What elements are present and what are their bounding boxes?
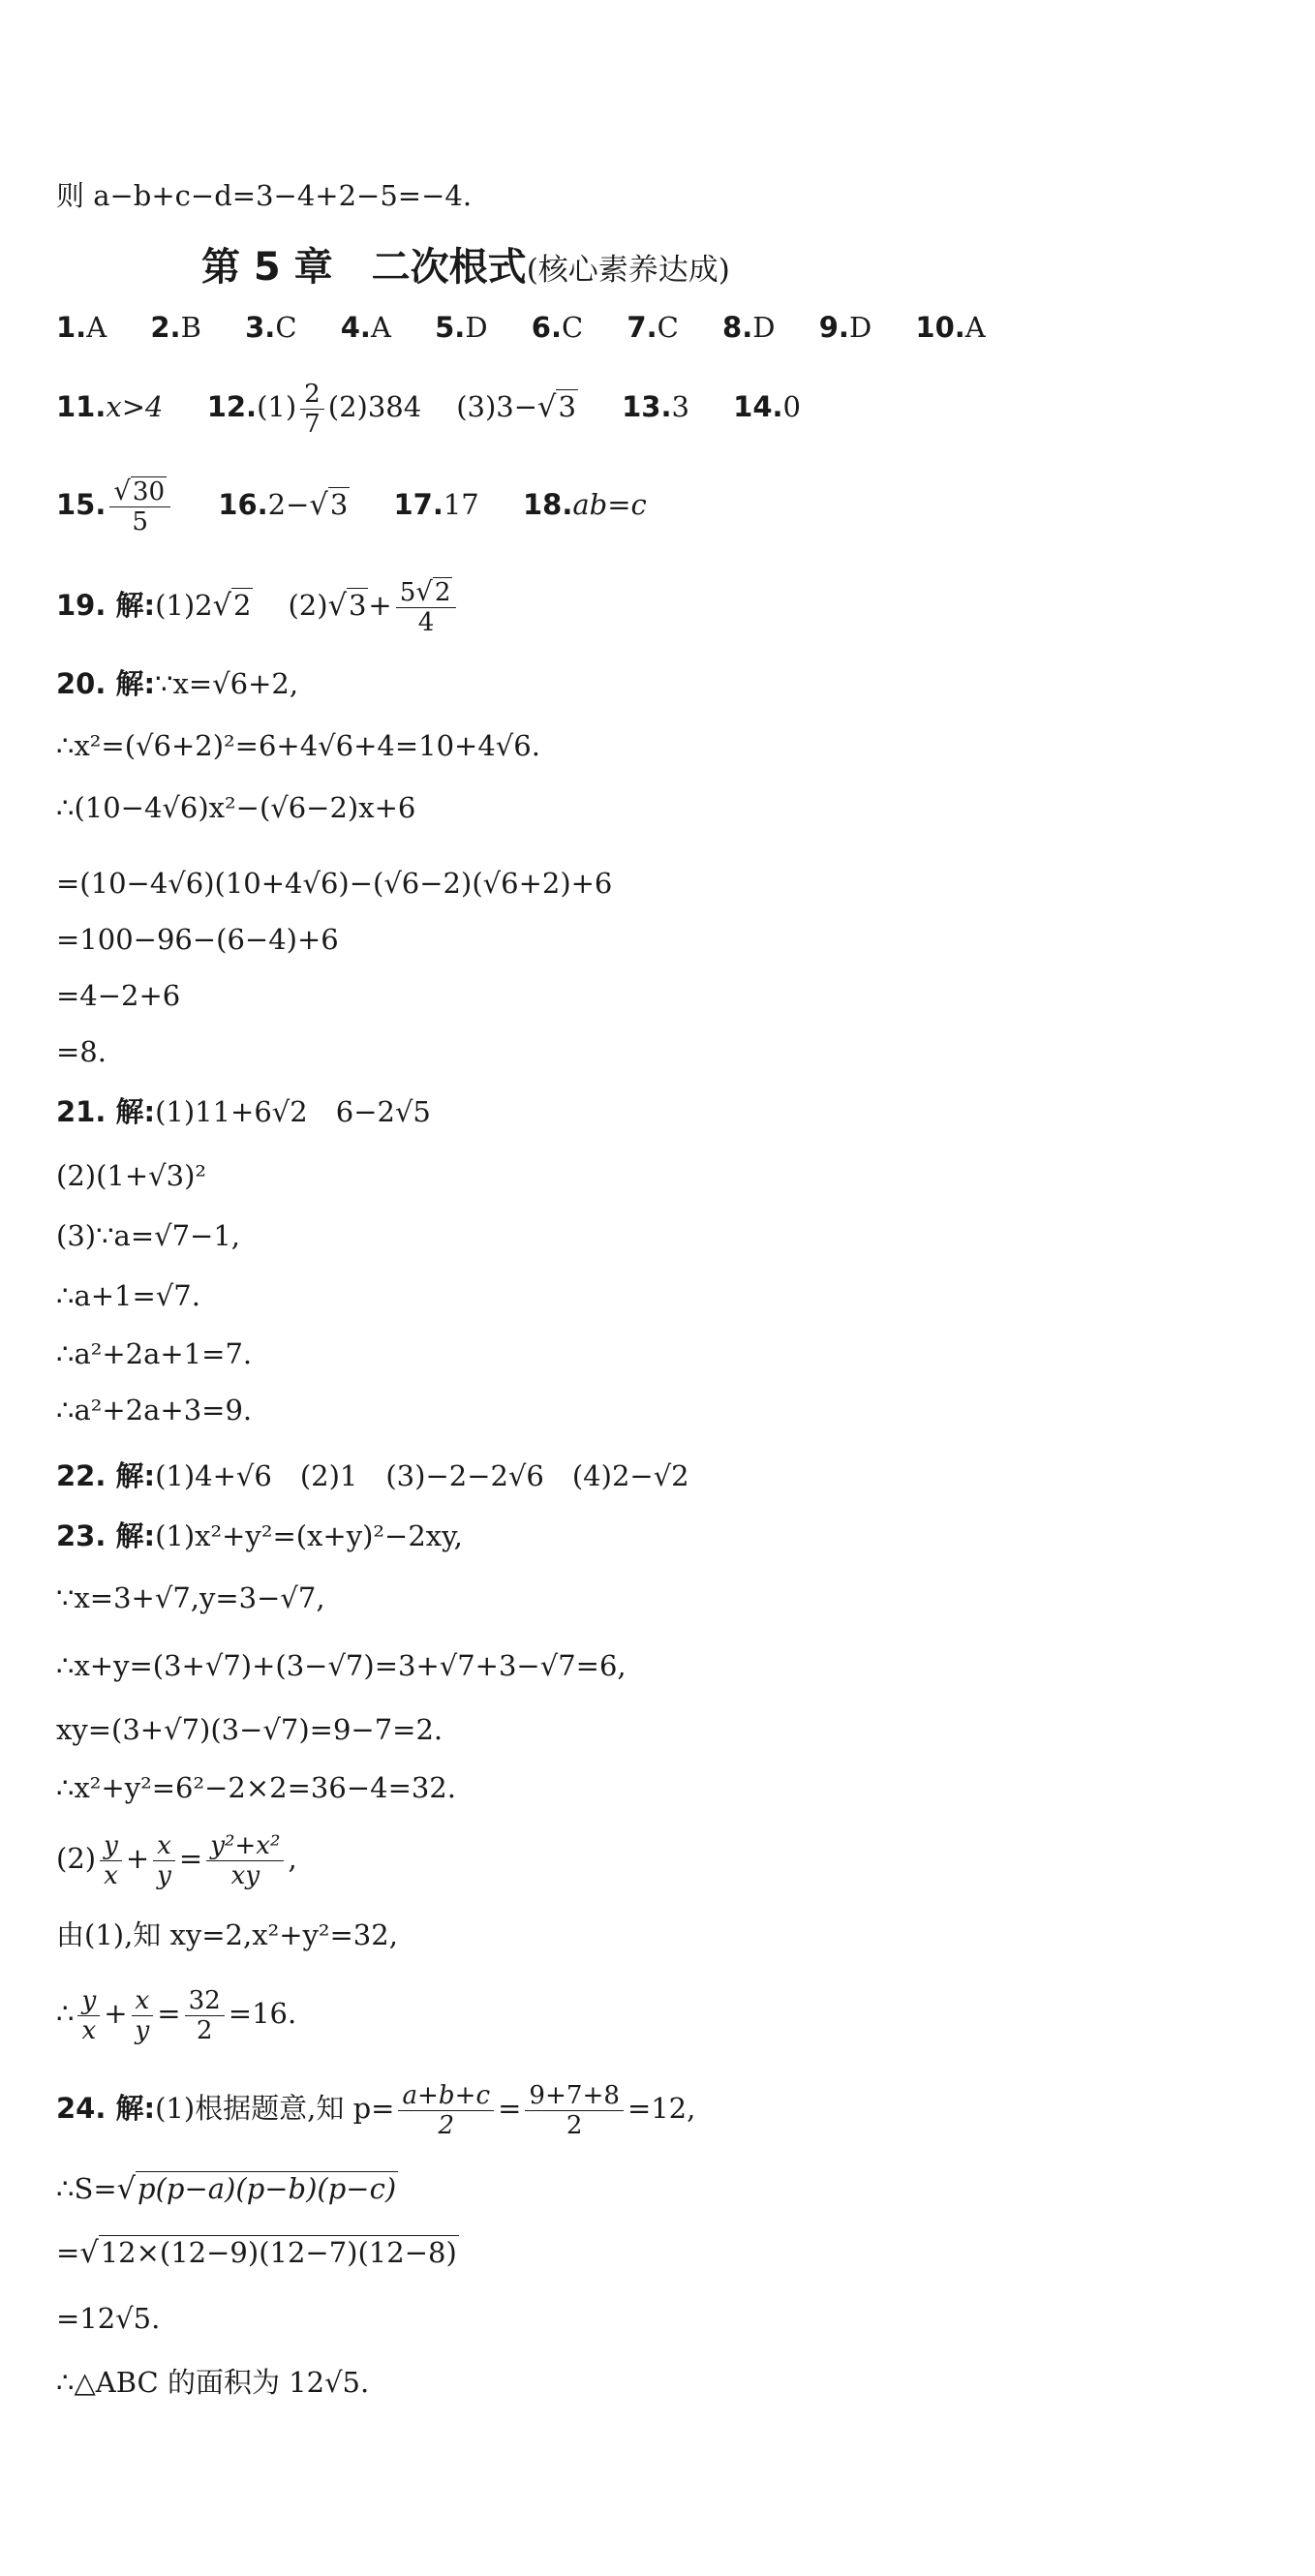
chapter-title — [201, 236, 730, 291]
sqrt: √3 — [309, 488, 349, 522]
answer-19: 19. 解:(1)2√2 (2)√3+ $\frac{5√2}{4}$ — [56, 573, 460, 638]
answer-16: 16.2−√3 — [218, 488, 349, 522]
answer-18: 18.ab=c — [522, 488, 647, 521]
answer-23-part2: (2) $\frac{y}{x}$ + $\frac{x}{y}$ = $\frac{\text{y²+x²}}{xy}$ , — [56, 1830, 297, 1890]
answer-20-line: ∴x²=(√6+2)²=6+4√6+4=10+4√6. — [56, 729, 540, 762]
answer-24-line: ∴S=√p(p−a)(p−b)(p−c) — [56, 2172, 397, 2206]
answer-21-line: ∴a²+2a+1=7. — [56, 1337, 253, 1370]
answer-23-line: ∵x=3+√7,y=3−√7, — [56, 1581, 325, 1614]
answer-23-line: 23. 解:(1)x²+y²=(x+y)²−2xy, — [56, 1519, 463, 1552]
fraction: $\frac{√30}{5}$ — [109, 476, 170, 537]
previous-answer-tail: 则 a−b+c−d=3−4+2−5=−4. — [56, 179, 473, 212]
answer-15: 15. $\frac{√30}{5}$ — [56, 488, 174, 521]
sqrt: √3 — [537, 390, 576, 424]
answer-item: 3.C — [245, 311, 297, 344]
answer-23-line: 由(1),知 xy=2,x²+y²=32, — [56, 1918, 398, 1951]
answer-24-line: 24. 解:(1)根据题意,知 p= $\frac{a+b+c}{2}$ = $\frac{9+7+8}{2}$ =12, — [56, 2080, 696, 2140]
answer-23-line: xy=(3+√7)(3−√7)=9−7=2. — [56, 1713, 443, 1746]
answer-item: 7.C — [627, 311, 679, 344]
answer-20-line: 20. 解:∵x=√6+2, — [56, 667, 299, 700]
answer-21-line: 21. 解:(1)11+6√2 6−2√5 — [56, 1095, 431, 1128]
answer-item: 6.C — [531, 311, 584, 344]
answer-21-line: (3)∵a=√7−1, — [56, 1219, 241, 1252]
answer-21-line: ∴a²+2a+3=9. — [56, 1394, 253, 1426]
answer-item: 4.A — [340, 311, 391, 344]
answer-20-line: ∴(10−4√6)x²−(√6−2)x+6 — [56, 791, 416, 824]
chapter-title-sub: (核心素养达成) — [526, 253, 730, 288]
answer-24-line: ∴△ABC 的面积为 12√5. — [56, 2366, 370, 2399]
answer-24-line: =12√5. — [56, 2302, 161, 2335]
chapter-title-main: 第 5 章 二次根式 — [201, 245, 527, 290]
answer-20-line: =4−2+6 — [56, 979, 181, 1012]
answer-20-line: =100−96−(6−4)+6 — [56, 923, 339, 956]
answer-14: 14.0 — [733, 390, 801, 423]
answers-row-3 — [56, 473, 647, 537]
answer-item: 9.D — [818, 311, 872, 344]
fraction: $\frac{5√2}{4}$ — [396, 577, 457, 638]
answer-20-line: =8. — [56, 1035, 107, 1068]
answer-item: 1.A — [56, 311, 107, 344]
answer-23-result: ∴ $\frac{y}{x}$ + $\frac{x}{y}$ = $\frac{32}{2}$ =16. — [56, 1985, 297, 2045]
answer-item: 10.A — [915, 311, 986, 344]
answer-13: 13.3 — [622, 390, 689, 423]
answer-item: 8.D — [722, 311, 776, 344]
answer-22: 22. 解:(1)4+√6 (2)1 (3)−2−2√6 (4)2−√2 — [56, 1459, 689, 1492]
answer-23-line: ∴x+y=(3+√7)+(3−√7)=3+√7+3−√7=6, — [56, 1649, 627, 1682]
answer-21-line: (2)(1+√3)² — [56, 1159, 207, 1192]
answer-21-line: ∴a+1=√7. — [56, 1279, 200, 1312]
answers-row-2 — [56, 378, 801, 439]
answer-item: 2.B — [150, 311, 201, 344]
answer-24-line: =√12×(12−9)(12−7)(12−8) — [56, 2236, 457, 2270]
answer-12: 12.(1) $\frac{2}{7}$ (2)384 (3)3−√3 — [206, 379, 576, 439]
answer-17: 17.17 — [393, 488, 479, 521]
answers-row-1 — [56, 308, 986, 347]
answer-11: 11.x>4 — [56, 390, 164, 423]
fraction: $\frac{2}{7}$ — [300, 380, 324, 439]
answer-20-line: =(10−4√6)(10+4√6)−(√6−2)(√6+2)+6 — [56, 867, 613, 900]
answer-23-line: ∴x²+y²=6²−2×2=36−4=32. — [56, 1771, 456, 1804]
answer-item: 5.D — [435, 311, 488, 344]
